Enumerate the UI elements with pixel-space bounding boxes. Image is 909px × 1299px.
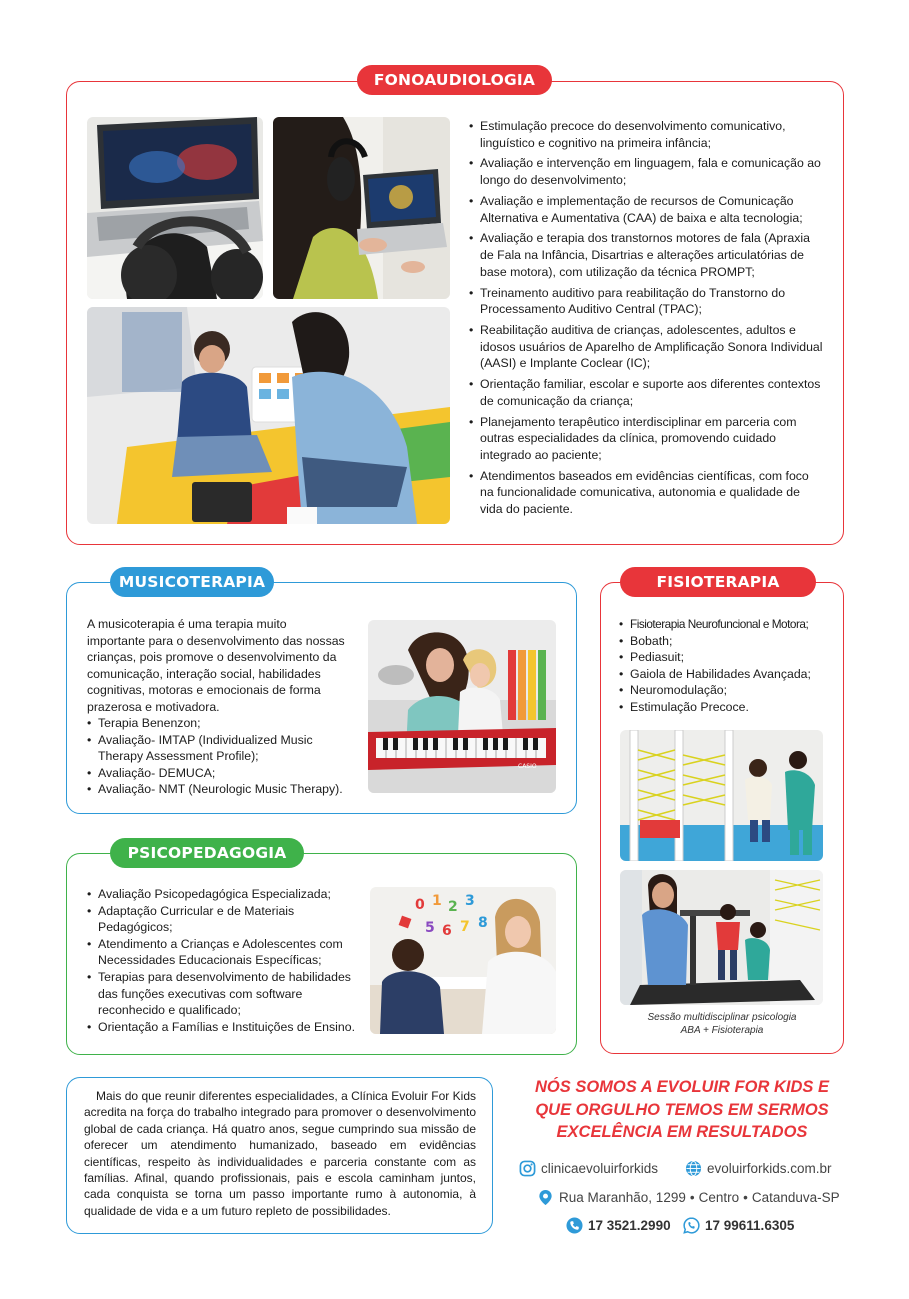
phone-contact[interactable] <box>566 1217 671 1234</box>
caption-line: ABA + Fisioterapia <box>680 1024 764 1036</box>
list-item: • Estimulação precoce do desenvolvimento comunicativo, linguístico e cognitivo na primeira infância; <box>469 118 824 151</box>
svg-text:1: 1 <box>432 893 442 909</box>
photo-laptop-headphones <box>87 117 263 299</box>
list-item: • Orientação familiar, escolar e suporte aos diferentes contextos de comunicação da criança; <box>469 376 824 409</box>
list-item: • Planejamento terapêutico interdisciplinar em parceria com outras especialidades da clínica, promovendo cuidado integrado ao paciente; <box>469 414 824 464</box>
list-item: • Reabilitação auditiva de crianças, adolescentes, adultos e idosos usuários de Aparelho de Amplificação Sonora Individual (AASI) e Implante Coclear (IC); <box>469 322 824 372</box>
svg-text:2: 2 <box>448 899 458 915</box>
fisioterapia-list <box>619 616 834 716</box>
photo-girl-laptop <box>273 117 450 299</box>
list-item: • Pediasuit; <box>619 649 834 666</box>
fonoaudiologia-list <box>469 118 824 522</box>
address-street: Rua Maranhão, 1299 <box>559 1190 686 1205</box>
svg-text:0: 0 <box>415 897 425 913</box>
svg-text:8: 8 <box>478 915 488 931</box>
instagram-handle: clinicaevoluirforkids <box>541 1161 659 1176</box>
caption-line: Sessão multidisciplinar psicologia <box>647 1012 797 1023</box>
address-district: Centro <box>698 1190 740 1205</box>
svg-text:7: 7 <box>460 919 470 935</box>
tagline <box>512 1076 852 1144</box>
globe-icon <box>685 1160 702 1177</box>
list-item: • Bobath; <box>619 633 834 650</box>
list-item: • Avaliação- DEMUCA; <box>87 765 352 782</box>
list-item: • Terapia Benenzon; <box>87 715 352 732</box>
list-item: • Avaliação e intervenção em linguagem, fala e comunicação ao longo do desenvolvimento; <box>469 155 824 188</box>
musicoterapia-intro: A musicoterapia é uma terapia muito importante para o desenvolvimento das nossas crianças, pois promove o desenvolvimento da comunicação, interação social, habilidades cognitivas, motoras e emocionais de forma prazerosa e motivadora. <box>87 617 345 714</box>
list-item: • Treinamento auditivo para reabilitação do Transtorno do Processamento Auditivo Central (TPAC); <box>469 285 824 318</box>
fisioterapia-title: FISIOTERAPIA <box>620 567 816 597</box>
fisioterapia-photo-caption <box>620 1012 824 1037</box>
phone-icon <box>566 1217 583 1234</box>
list-item: • Avaliação- NMT (Neurologic Music Therapy). <box>87 781 352 798</box>
whatsapp-number: 17 99611.6305 <box>705 1218 795 1233</box>
svg-text:5: 5 <box>425 920 435 936</box>
tagline-line: EXCELÊNCIA EM RESULTADOS <box>556 1123 808 1141</box>
about-text: Mais do que reunir diferentes especialidades, a Clínica Evoluir For Kids acredita na força do trabalho integrado para promover o desenvolvimento global de cada criança. Há quatro anos, segue cumprindo sua missão de oferecer um atendimento humanizado, baseado em evidências científicas, respeito às individualidades e parceria constante com as famílias. Afinal, quando profissionais, pais e escola caminham juntos, cada conquista se torna um passo importante rumo à autonomia, à qualidade de vida e a um futuro repleto de possibilidades. <box>84 1089 476 1218</box>
whatsapp-icon <box>683 1217 700 1234</box>
photo-psicopedagogia-session <box>370 887 556 1034</box>
phone-number: 17 3521.2990 <box>588 1218 671 1233</box>
musicoterapia-list <box>87 715 352 798</box>
whatsapp-contact[interactable] <box>683 1217 794 1234</box>
svg-text:6: 6 <box>442 923 452 939</box>
tagline-line: QUE ORGULHO TEMOS EM SERMOS <box>535 1100 829 1119</box>
instagram-contact[interactable] <box>519 1160 658 1177</box>
website-url: evoluirforkids.com.br <box>707 1161 832 1176</box>
list-item: • Adaptação Curricular e de Materiais Pedagógicos; <box>87 903 362 936</box>
photo-skill-cage <box>620 730 823 861</box>
musicoterapia-title: MUSICOTERAPIA <box>110 567 274 597</box>
list-item: • Atendimentos baseados em evidências científicas, com foco na funcionalidade comunicativa, autonomia e qualidade de vida do paciente. <box>469 468 824 518</box>
list-item: • Estimulação Precoce. <box>619 699 834 716</box>
list-item: • Fisioterapia Neurofuncional e Motora; <box>619 616 834 633</box>
website-contact[interactable] <box>685 1160 832 1177</box>
psicopedagogia-list <box>87 886 362 1035</box>
address-contact: Rua Maranhão, 1299 • Centro • Catanduva-SP <box>537 1189 840 1206</box>
list-item: • Orientação a Famílias e Instituições de Ensino. <box>87 1019 362 1036</box>
address-city: Catanduva-SP <box>751 1190 840 1205</box>
tagline-line: NÓS SOMOS A EVOLUIR FOR KIDS E <box>535 1078 829 1096</box>
list-item: • Avaliação- IMTAP (Individualized Music Therapy Assessment Profile); <box>87 732 352 765</box>
list-item: • Avaliação Psicopedagógica Especializada; <box>87 886 362 903</box>
list-item: • Avaliação e terapia dos transtornos motores de fala (Apraxia de Fala na Infância, Disartrias e alterações articulatórias de base motora), com utilização da técnica PROMPT; <box>469 230 824 280</box>
photo-boy-therapist-floor <box>87 307 450 524</box>
svg-text:3: 3 <box>465 893 475 909</box>
photo-keyboard-session <box>368 620 556 793</box>
psicopedagogia-title: PSICOPEDAGOGIA <box>110 838 304 868</box>
keyboard-brand: CASIO <box>518 763 537 770</box>
list-item: • Neuromodulação; <box>619 682 834 699</box>
list-item: • Terapias para desenvolvimento de habilidades das funções executivas com software reconhecido e qualificado; <box>87 969 362 1019</box>
fonoaudiologia-title: FONOAUDIOLOGIA <box>357 65 552 95</box>
list-item: • Gaiola de Habilidades Avançada; <box>619 666 834 683</box>
photo-treadmill-session <box>620 870 823 1005</box>
map-pin-icon <box>537 1189 554 1206</box>
instagram-icon <box>519 1160 536 1177</box>
list-item: • Avaliação e implementação de recursos de Comunicação Alternativa e Aumentativa (CAA) de baixa e alta tecnologia; <box>469 193 824 226</box>
list-item: • Atendimento a Crianças e Adolescentes com Necessidades Educacionais Específicas; <box>87 936 362 969</box>
